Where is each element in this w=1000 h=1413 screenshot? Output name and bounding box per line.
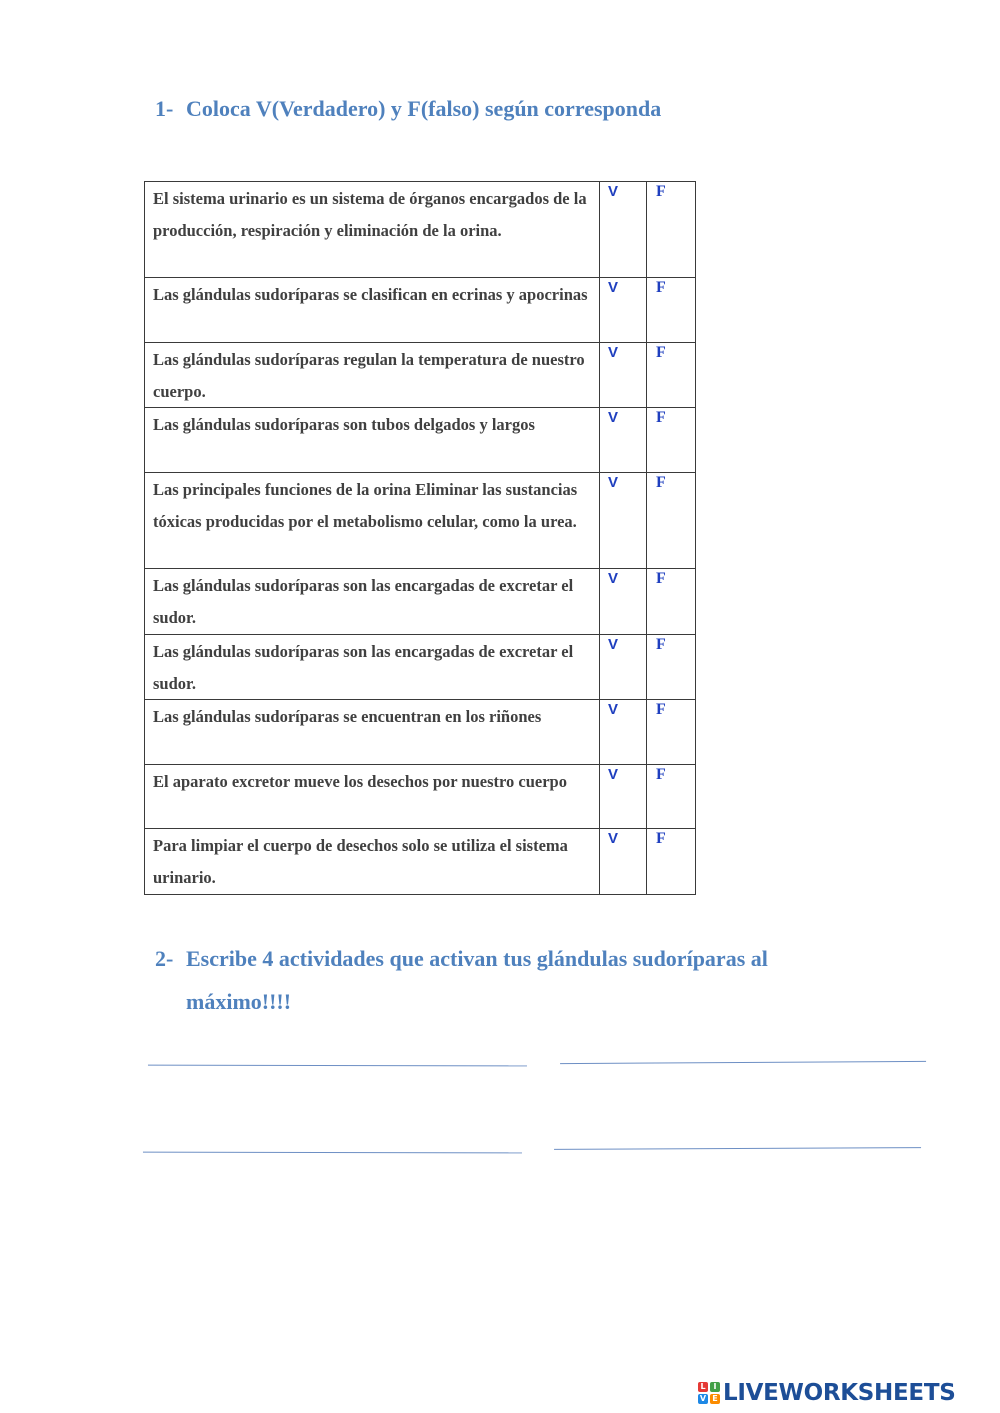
statement-cell: El sistema urinario es un sistema de órganos encargados de la producción, respiración y eliminación de la orina.: [145, 182, 600, 278]
false-option[interactable]: F: [656, 766, 666, 784]
false-option[interactable]: F: [656, 570, 666, 588]
table-row: [145, 343, 696, 408]
false-option[interactable]: F: [656, 183, 666, 200]
answer-input-2[interactable]: [560, 1041, 926, 1064]
answer-input-1[interactable]: [148, 1045, 527, 1067]
false-option[interactable]: F: [656, 830, 666, 848]
question-1-title: Coloca V(Verdadero) y F(falso) según corresponda: [186, 96, 662, 121]
true-option[interactable]: V: [608, 183, 619, 200]
question-1-heading: [155, 96, 661, 122]
question-2-number: 2-: [155, 946, 174, 971]
statement-cell: El aparato excretor mueve los desechos por nuestro cuerpo: [145, 765, 600, 829]
statement-cell: Las glándulas sudoríparas se clasifican en ecrinas y apocrinas: [145, 278, 600, 343]
logo-tile-e: E: [710, 1394, 720, 1404]
table-row: [145, 182, 696, 278]
table-row: [145, 829, 696, 894]
true-option[interactable]: V: [608, 766, 619, 784]
false-option[interactable]: F: [656, 701, 666, 719]
true-option[interactable]: V: [608, 409, 619, 427]
table-row: [145, 765, 696, 829]
true-option[interactable]: V: [608, 474, 619, 492]
question-2-heading: [155, 937, 855, 1023]
false-option[interactable]: F: [656, 635, 666, 653]
answer-input-3[interactable]: [143, 1132, 522, 1154]
true-option[interactable]: V: [608, 279, 619, 296]
liveworksheets-logo: [698, 1378, 955, 1408]
false-option[interactable]: F: [656, 344, 666, 361]
true-option[interactable]: V: [608, 344, 619, 361]
logo-tile-v: V: [699, 1394, 707, 1403]
logo-tile-l: L: [698, 1382, 708, 1392]
statement-cell: Las glándulas sudoríparas son las encargadas de excretar el sudor.: [145, 634, 600, 699]
question-2-title: Escribe 4 actividades que activan tus glándulas sudoríparas al máximo!!!!: [186, 946, 768, 1014]
brand-text: LIVEWORKSHEETS: [723, 1380, 956, 1406]
statement-cell: Las glándulas sudoríparas son tubos delgados y largos: [145, 408, 600, 473]
question-1-number: 1-: [155, 96, 174, 121]
table-row: [145, 473, 696, 569]
statement-cell: Las principales funciones de la orina Eliminar las sustancias tóxicas producidas por el metabolismo celular, como la urea.: [145, 473, 600, 569]
table-row: [145, 569, 696, 634]
false-option[interactable]: F: [656, 279, 666, 296]
statement-cell: Para limpiar el cuerpo de desechos solo se utiliza el sistema urinario.: [145, 829, 600, 894]
true-option[interactable]: V: [608, 570, 619, 588]
table-row: [145, 278, 696, 343]
statement-cell: Las glándulas sudoríparas regulan la temperatura de nuestro cuerpo.: [145, 343, 600, 408]
true-option[interactable]: V: [608, 701, 619, 719]
logo-tile-i: I: [710, 1382, 720, 1392]
true-option[interactable]: V: [608, 830, 619, 848]
false-option[interactable]: F: [656, 474, 666, 492]
answer-input-4[interactable]: [554, 1127, 921, 1150]
false-option[interactable]: F: [656, 409, 666, 427]
table-row: [145, 634, 696, 699]
statement-cell: Las glándulas sudoríparas son las encargadas de excretar el sudor.: [145, 569, 600, 634]
table-row: [145, 408, 696, 473]
true-option[interactable]: V: [608, 635, 619, 653]
table-row: [145, 700, 696, 765]
true-false-table: [144, 181, 696, 895]
statement-cell: Las glándulas sudoríparas se encuentran en los riñones: [145, 700, 600, 765]
logo-grid-icon: [698, 1382, 720, 1404]
